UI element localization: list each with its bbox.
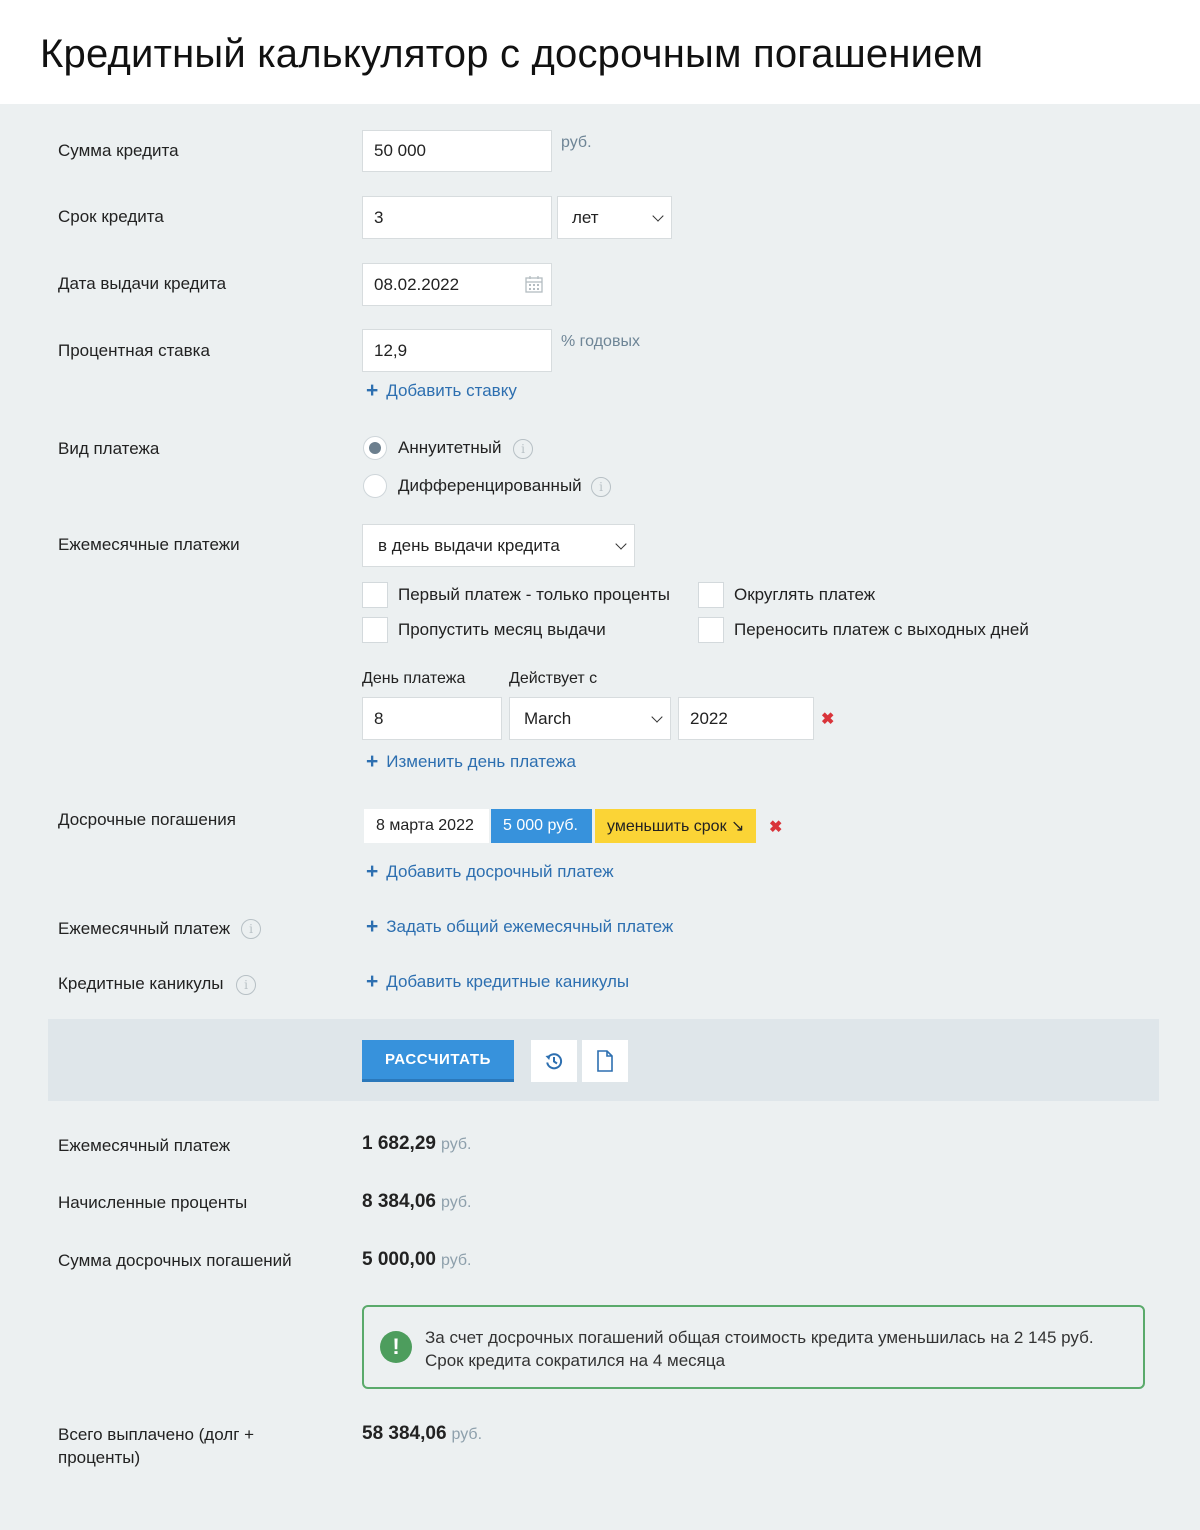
remove-icon[interactable]: ✖ <box>821 711 835 728</box>
checkbox-first-interest-only[interactable] <box>362 582 388 608</box>
loan-amount-unit: руб. <box>561 134 592 151</box>
interest-rate-value: 12,9 <box>374 340 408 360</box>
add-credit-holidays-link[interactable] <box>366 969 630 993</box>
info-icon[interactable]: i <box>241 919 261 939</box>
credit-holidays-label: Кредитные каникулы <box>58 974 224 993</box>
page-header <box>0 0 1200 104</box>
checkbox-first-interest-only-label: Первый платеж - только проценты <box>398 585 670 604</box>
loan-term-unit-select[interactable] <box>557 196 672 239</box>
checkbox-round-payment-label: Округлять платеж <box>734 585 876 604</box>
result-monthly-payment <box>362 1133 471 1155</box>
change-payment-day-link[interactable] <box>366 749 576 773</box>
add-credit-holidays-label: Добавить кредитные каникулы <box>386 972 630 991</box>
currency-unit: руб. <box>440 1136 472 1153</box>
effective-month-select[interactable] <box>509 697 671 740</box>
action-bar <box>48 1019 1159 1101</box>
savings-notice-text <box>425 1326 1094 1372</box>
checkbox-round-payment[interactable] <box>698 582 724 608</box>
plus-icon: + <box>366 378 379 402</box>
loan-term-unit-value: лет <box>572 207 599 227</box>
add-early-payment-link[interactable] <box>366 859 614 883</box>
add-rate-link[interactable] <box>366 378 517 402</box>
currency-unit: руб. <box>440 1194 472 1211</box>
payment-day-label: День платежа <box>362 670 466 687</box>
effective-month-value: March <box>524 708 572 728</box>
loan-term-label: Срок кредита <box>58 207 164 226</box>
checkbox-move-weekend[interactable] <box>698 617 724 643</box>
loan-amount-input[interactable] <box>362 130 552 172</box>
checkbox-move-weekend-label: Переносить платеж с выходных дней <box>734 620 1029 639</box>
result-monthly-payment-value: 1 682,29 <box>362 1133 436 1154</box>
savings-notice-line1: За счет досрочных погашений общая стоимость кредита уменьшилась на 2 145 руб. <box>425 1328 1094 1347</box>
page-title: Кредитный калькулятор с досрочным погашением <box>40 32 984 76</box>
chevron-down-icon <box>651 711 662 722</box>
result-total-label: Всего выплачено (долг + проценты) <box>58 1425 255 1467</box>
info-icon[interactable]: i <box>513 439 533 459</box>
loan-term-value: 3 <box>374 207 384 227</box>
radio-annuity[interactable] <box>363 436 387 460</box>
loan-amount-value: 50 000 <box>374 141 426 160</box>
remove-icon[interactable]: ✖ <box>769 819 783 836</box>
interest-rate-input[interactable] <box>362 329 552 372</box>
loan-amount-label: Сумма кредита <box>58 141 179 160</box>
early-repayment-date[interactable]: 8 марта 2022 <box>364 809 489 843</box>
radio-differentiated-label: Дифференцированный <box>398 476 582 495</box>
monthly-payments-select-value: в день выдачи кредита <box>378 535 560 555</box>
effective-year-input[interactable] <box>678 697 814 740</box>
monthly-payments-label: Ежемесячные платежи <box>58 535 240 554</box>
early-repayment-mode[interactable]: уменьшить срок ↘ <box>595 809 756 843</box>
document-icon[interactable] <box>582 1040 628 1082</box>
issue-date-input[interactable] <box>362 263 552 306</box>
savings-notice <box>362 1305 1145 1389</box>
monthly-payment-setting-label: Ежемесячный платеж <box>58 919 231 938</box>
history-icon[interactable] <box>531 1040 577 1082</box>
plus-icon: + <box>366 859 379 883</box>
issue-date-label: Дата выдачи кредита <box>58 274 227 293</box>
issue-date-value: 08.02.2022 <box>374 274 460 294</box>
plus-icon: + <box>366 749 379 773</box>
result-early-sum <box>362 1249 471 1271</box>
set-monthly-payment-label: Задать общий ежемесячный платеж <box>386 917 674 936</box>
result-early-sum-value: 5 000,00 <box>362 1249 436 1270</box>
chevron-down-icon <box>652 210 663 221</box>
calculate-button[interactable]: РАССЧИТАТЬ <box>362 1040 514 1082</box>
info-icon[interactable]: i <box>591 477 611 497</box>
interest-rate-unit: % годовых <box>561 333 640 350</box>
calendar-icon[interactable] <box>525 275 543 293</box>
change-payment-day-label: Изменить день платежа <box>386 752 576 771</box>
checkbox-skip-issue-month-label: Пропустить месяц выдачи <box>398 620 606 639</box>
add-early-payment-label: Добавить досрочный платеж <box>386 862 614 881</box>
early-repayment-amount[interactable]: 5 000 руб. <box>491 809 592 843</box>
result-total-value: 58 384,06 <box>362 1423 447 1444</box>
set-monthly-payment-link[interactable] <box>366 914 674 938</box>
currency-unit: руб. <box>451 1426 483 1443</box>
result-total <box>362 1423 482 1445</box>
effective-from-label: Действует с <box>509 670 598 687</box>
result-interest <box>362 1191 471 1213</box>
early-repayments-label: Досрочные погашения <box>58 810 236 829</box>
loan-term-input[interactable] <box>362 196 552 239</box>
checkbox-skip-issue-month[interactable] <box>362 617 388 643</box>
add-rate-label: Добавить ставку <box>386 381 517 400</box>
info-icon[interactable]: i <box>236 975 256 995</box>
result-monthly-payment-label: Ежемесячный платеж <box>58 1136 231 1155</box>
radio-differentiated[interactable] <box>363 474 387 498</box>
exclamation-icon: ! <box>380 1331 412 1363</box>
monthly-payments-select[interactable] <box>362 524 635 567</box>
plus-icon: + <box>366 969 379 993</box>
currency-unit: руб. <box>440 1252 472 1269</box>
payment-day-value: 8 <box>374 708 384 728</box>
payment-type-label: Вид платежа <box>58 439 160 458</box>
effective-year-value: 2022 <box>690 708 728 728</box>
result-early-sum-label: Сумма досрочных погашений <box>58 1251 292 1270</box>
radio-annuity-label: Аннуитетный <box>398 438 502 457</box>
result-interest-label: Начисленные проценты <box>58 1193 248 1212</box>
plus-icon: + <box>366 914 379 938</box>
savings-notice-line2: Срок кредита сократился на 4 месяца <box>425 1351 726 1370</box>
interest-rate-label: Процентная ставка <box>58 341 210 360</box>
result-interest-value: 8 384,06 <box>362 1191 436 1212</box>
chevron-down-icon <box>615 538 626 549</box>
payment-day-input[interactable] <box>362 697 502 740</box>
